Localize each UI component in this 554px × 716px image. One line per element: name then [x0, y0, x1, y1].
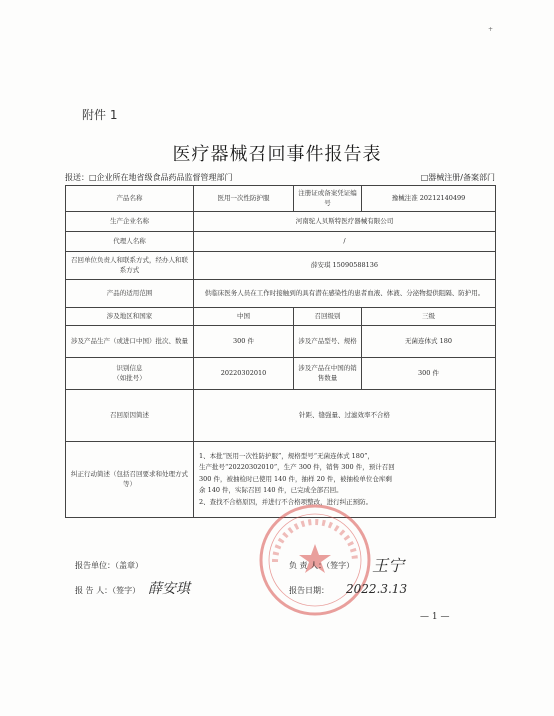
page-number: — 1 —	[420, 612, 450, 622]
action-line: 生产批号“20220302010”，生产 300 件，销售 300 件，预计召回	[199, 463, 395, 472]
product-name-value: 医用一次性防护服	[194, 186, 294, 212]
region-value: 中国	[194, 308, 294, 326]
sold-value: 300 件	[362, 358, 496, 390]
batch-value: 20220302010	[194, 358, 294, 390]
page-title: 医疗器械召回事件报告表	[172, 144, 382, 165]
responsible-label: 负 责 人：（签字）	[289, 561, 355, 570]
batch-label-line-1: 识别信息	[116, 364, 143, 373]
report-date-label: 报告日期：	[289, 586, 329, 595]
table-row	[66, 358, 496, 390]
model-label: 涉及产品型号、规格	[294, 326, 362, 358]
sold-label: 涉及产品在中国的销售数量	[294, 358, 362, 390]
table-row	[66, 308, 496, 326]
agent-value: /	[194, 232, 496, 252]
level-label: 召回级别	[294, 308, 362, 326]
submit-to-right: □器械注册/备案部门	[420, 173, 495, 182]
reporter-label: 报 告 人：（签字）	[75, 586, 141, 595]
manufacturer-label: 生产企业名称	[66, 212, 194, 232]
table-row	[66, 232, 496, 252]
batch-label-line-2: （如批号）	[113, 373, 146, 382]
manufacturer-value: 河南驼人贝斯特医疗器械有限公司	[194, 212, 496, 232]
level-value: 三级	[362, 308, 496, 326]
reason-value: 针距、缝强量、过滤效率不合格	[194, 390, 496, 442]
action-line: 余 140 件，实际召回 140 件，已完成全部召回。	[199, 486, 343, 495]
corner-mark: +	[488, 26, 494, 33]
reg-no-value: 豫械注准 20212140499	[362, 186, 496, 212]
action-line: 2、查找不合格原因，并进行不合格项整改，进行纠正预防。	[199, 497, 373, 506]
product-name-label: 产品名称	[66, 186, 194, 212]
recall-report-table	[65, 185, 496, 518]
action-label: 纠正行动简述（包括召回要求和处理方式等）	[66, 442, 194, 518]
responsible-signature: 王宁	[372, 556, 405, 575]
batch-label	[66, 358, 194, 390]
annex-label: 附件 1	[82, 108, 118, 122]
table-row	[66, 186, 496, 212]
table-row	[66, 390, 496, 442]
scope-value: 供临床医务人员在工作时接触到的具有潜在感染性的患者血液、体液、分泌物提供阻隔、防护用。	[194, 280, 496, 308]
report-date-value: 2022.3.13	[346, 582, 408, 596]
contact-value: 薛安琪 15090588136	[194, 252, 496, 280]
table-row	[66, 212, 496, 232]
quantity-label: 涉及产品生产（或进口中国）批次、数量	[66, 326, 194, 358]
reason-label: 召回原因简述	[66, 390, 194, 442]
submit-to-left: 报送：□企业所在地省级食品药品监督管理部门	[65, 173, 233, 182]
region-label: 涉及地区和国家	[66, 308, 194, 326]
model-value: 无菌连体式 180	[362, 326, 496, 358]
agent-label: 代理人名称	[66, 232, 194, 252]
table-row	[66, 280, 496, 308]
contact-label: 召回单位负责人和联系方式，经办人和联系方式	[66, 252, 194, 280]
action-line: 1、本批“医用一次性防护服”，规格型号“无菌连体式 180”，	[199, 452, 374, 461]
quantity-value: 300 件	[194, 326, 294, 358]
reg-no-label: 注册证或备案凭证编号	[294, 186, 362, 212]
table-row	[66, 326, 496, 358]
table-row	[66, 252, 496, 280]
action-line: 300 件，被抽检时已使用 140 件，抽样 20 件，被抽检单位仓库剩	[199, 474, 392, 483]
scope-label: 产品的适用范围	[66, 280, 194, 308]
reporting-unit-label: 报告单位：（盖章）	[75, 561, 143, 570]
reporter-signature: 薛安琪	[148, 581, 190, 597]
